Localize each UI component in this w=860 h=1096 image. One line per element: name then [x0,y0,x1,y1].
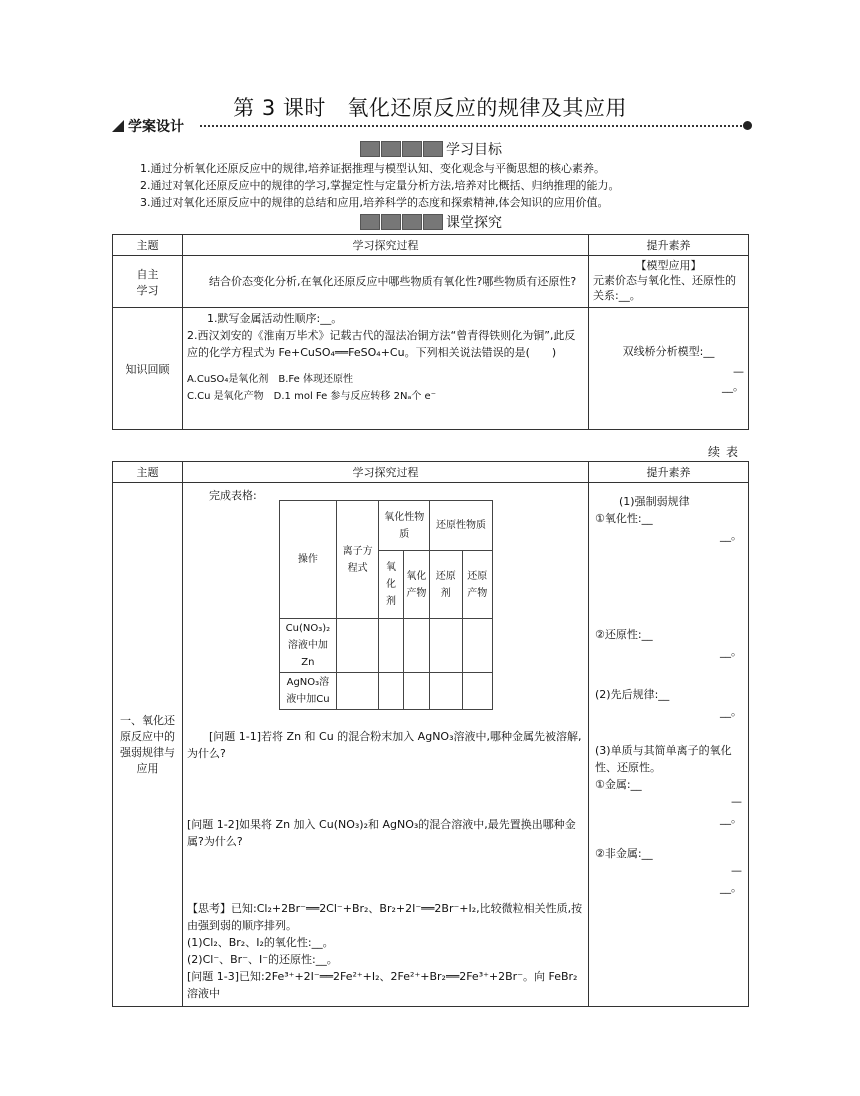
header-literacy: 提升素养 [589,235,749,256]
section-title: 课堂探究 [446,215,502,231]
lit-blank-end-2: __。 [720,645,742,658]
lit-rule-1: (1)强制弱规律 [619,495,690,508]
inner-head-red: 还原性物质 [430,501,493,551]
inner-head-ox-agent: 氧化剂 [379,551,403,619]
think-prompt: 【思考】已知:Cl₂+2Br⁻══2Cl⁻+Br₂、Br₂+2I⁻══2Br⁻+I₂,比较微粒相关性质,按由强到弱的顺序排列。 [187,902,583,932]
inner-head-eq: 离子方程式 [336,501,379,619]
lit-dash-2: — [731,864,742,877]
review-q1: 1.默写金属活动性顺序:__。 [207,312,343,325]
page-title: 第 3 课时 氧化还原反应的规律及其应用 [233,96,627,120]
banner-label: 学案设计 [128,119,184,135]
inner-head-ox-prod: 氧化产物 [403,551,429,619]
header-topic: 主题 [113,462,183,483]
lit-blank-end-4: __。 [720,812,742,825]
literacy-model [589,256,749,308]
inner-table [279,500,493,710]
study-table-1 [112,234,749,430]
lit-blank-end-3: __。 [720,705,742,718]
header-topic: 主题 [113,235,183,256]
section-heading-explore [360,213,502,231]
inner-head-red-agent: 还原剂 [430,551,462,619]
review-q2: 2.西汉刘安的《淮南万毕术》记载古代的湿法冶铜方法“曾青得铁则化为铜”,此反应的化学方程式为 Fe+CuSO₄══FeSO₄+Cu。下列相关说法错误的是( ) [187,329,576,359]
section-banner [112,116,752,138]
literacy-text: 元素价态与氧化性、还原性的关系:__。 [593,274,736,302]
study-table-2 [112,461,749,1007]
dotted-rule [200,125,746,127]
lit-oxidizing: ①氧化性:__ [595,512,653,525]
lit-blank-end-1: __。 [720,529,742,542]
lit-elements: (3)单质与其简单离子的氧化性、还原性。 [595,744,732,774]
question-1-3: [问题 1-3]已知:2Fe³⁺+2I⁻══2Fe²⁺+I₂、2Fe²⁺+Br₂══2Fe³⁺+2Br⁻。向 FeBr₂溶液中 [187,970,578,1000]
review-options-ab: A.CuSO₄是氧化剂 B.Fe 体现还原性 [187,374,353,385]
literacy-title: 【模型应用】 [635,259,702,272]
goal-1: 1.通过分析氧化还原反应中的规律,培养证据推理与模型认知、变化观念与平衡思想的核心素养。 [140,162,605,175]
topic-review: 知识回顾 [113,308,183,430]
question-1-1: [问题 1-1]若将 Zn 和 Cu 的混合粉末加入 AgNO₃溶液中,哪种金属先被溶解,为什么? [187,730,582,760]
question-1-2: [问题 1-2]如果将 Zn 加入 Cu(NO₃)₂和 AgNO₃的混合溶液中,最先置换出哪种金属?为什么? [187,818,576,848]
dot-end-icon [743,121,752,130]
inner-head-ox: 氧化性物质 [379,501,430,551]
topic-self-study: 自主 学习 [113,256,183,308]
literacy-double-bridge [589,308,749,430]
process-self-study: 结合价态变化分析,在氧化还原反应中哪些物质有氧化性?哪些物质有还原性? [183,256,589,308]
review-options-cd: C.Cu 是氧化产物 D.1 mol Fe 参与反应转移 2Nₐ个 e⁻ [187,391,436,402]
think-1: (1)Cl₂、Br₂、I₂的氧化性:__。 [187,936,334,949]
goal-2: 2.通过对氧化还原反应中的规律的学习,掌握定性与定量分析方法,培养对比概括、归纳推理的能力。 [140,179,620,192]
section-heading-goals [360,140,502,158]
blank-end: __。 [722,380,744,393]
triangle-icon [112,120,124,132]
literacy-strength-law [589,483,749,1007]
lit-nonmetal: ②非金属:__ [595,847,653,860]
lit-reducing: ②还原性:__ [595,628,653,641]
blank-dash: — [733,365,744,378]
continued-label: 续表 [708,445,745,459]
process-strength-law [183,483,589,1007]
lit-blank-end-5: __。 [720,881,742,894]
process-review [183,308,589,430]
inner-head-red-prod: 还原产物 [462,551,492,619]
inner-row-2: AgNO₃溶液中加Cu [280,673,337,710]
fill-table-label: 完成表格: [209,489,257,502]
lit-order-rule: (2)先后规律:__ [595,688,670,701]
topic-strength-law: 一、氧化还原反应中的强弱规律与应用 [113,483,183,1007]
think-2: (2)Cl⁻、Br⁻、I⁻的还原性:__。 [187,953,338,966]
header-process: 学习探究过程 [183,235,589,256]
section-title: 学习目标 [446,142,502,158]
header-process: 学习探究过程 [183,462,589,483]
inner-row-1: Cu(NO₃)₂溶液中加Zn [280,619,337,673]
lit-dash-1: — [731,795,742,808]
inner-head-op: 操作 [280,501,337,619]
header-literacy: 提升素养 [589,462,749,483]
double-bridge-text: 双线桥分析模型:__ [622,345,715,358]
lit-metal: ①金属:__ [595,778,642,791]
goal-3: 3.通过对氧化还原反应中的规律的总结和应用,培养科学的态度和探索精神,体会知识的应用价值。 [140,196,609,209]
